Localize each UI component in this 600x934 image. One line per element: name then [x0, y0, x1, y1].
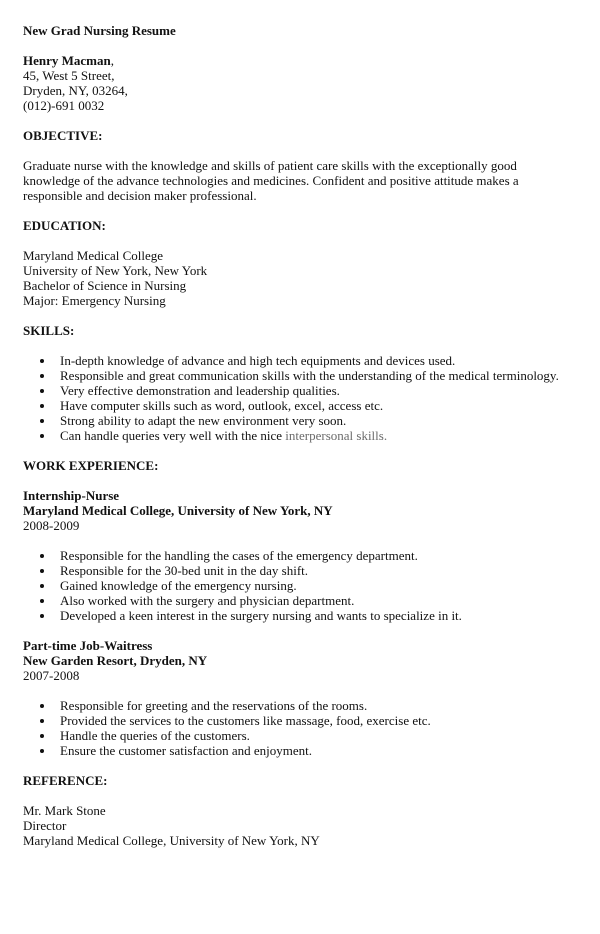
job-duty — [23, 728, 600, 743]
job-duty-text: Provided the services to the customers like massage, food, exercise etc. — [60, 713, 431, 728]
skill-text: Strong ability to adapt the new environment very soon. — [60, 413, 347, 428]
contact-address-line1: 45, West 5 Street, — [23, 68, 115, 83]
education-major: Major: Emergency Nursing — [23, 293, 166, 308]
skills-list — [23, 353, 600, 443]
job-duties-list — [23, 698, 600, 758]
skill-item — [23, 368, 600, 383]
skill-item — [23, 398, 600, 413]
objective-line: Graduate nurse with the knowledge and skills of patient care skills with the exceptionally good — [23, 158, 517, 173]
job-header — [23, 488, 600, 533]
job-duty — [23, 608, 600, 623]
job-duty — [23, 593, 600, 608]
job-title: Part-time Job-Waitress — [23, 638, 153, 653]
contact-name-suffix: , — [110, 53, 114, 68]
job-duty-text: Ensure the customer satisfaction and enjoyment. — [60, 743, 312, 758]
reference-name: Mr. Mark Stone — [23, 803, 106, 818]
bullet-icon — [40, 584, 44, 588]
job-duty-text: Handle the queries of the customers. — [60, 728, 250, 743]
bullet-icon — [40, 434, 44, 438]
bullet-icon — [40, 749, 44, 753]
job-duty-text: Gained knowledge of the emergency nursing. — [60, 578, 297, 593]
job-employer: Maryland Medical College, University of New York, NY — [23, 503, 333, 518]
skill-item — [23, 383, 600, 398]
job-dates: 2007-2008 — [23, 668, 80, 683]
skill-text: In-depth knowledge of advance and high tech equipments and devices used. — [60, 353, 456, 368]
contact-address-line2: Dryden, NY, 03264, — [23, 83, 128, 98]
bullet-icon — [40, 554, 44, 558]
bullet-icon — [40, 614, 44, 618]
job-duty-text: Also worked with the surgery and physician department. — [60, 593, 355, 608]
contact-name: Henry Macman — [23, 53, 111, 68]
skill-item — [23, 428, 600, 443]
job-duty-text: Developed a keen interest in the surgery nursing and wants to specialize in it. — [60, 608, 462, 623]
job-duty — [23, 548, 600, 563]
reference-organization: Maryland Medical College, University of New York, NY — [23, 833, 320, 848]
job-duty — [23, 743, 600, 758]
objective-heading: OBJECTIVE: — [23, 128, 103, 143]
job-duty — [23, 578, 600, 593]
contact-name-line — [23, 53, 600, 68]
contact-block — [23, 53, 600, 113]
skill-text: Very effective demonstration and leadership qualities. — [60, 383, 340, 398]
job-duty — [23, 698, 600, 713]
job-employer: New Garden Resort, Dryden, NY — [23, 653, 208, 668]
skill-item — [23, 413, 600, 428]
job-duty-text: Responsible for the handling the cases of the emergency department. — [60, 548, 418, 563]
education-school: Maryland Medical College — [23, 248, 164, 263]
bullet-icon — [40, 404, 44, 408]
bullet-icon — [40, 734, 44, 738]
bullet-icon — [40, 419, 44, 423]
skill-text: Have computer skills such as word, outlook, excel, access etc. — [60, 398, 384, 413]
reference-block — [23, 803, 600, 848]
bullet-icon — [40, 374, 44, 378]
bullet-icon — [40, 569, 44, 573]
document-title: New Grad Nursing Resume — [23, 23, 176, 38]
education-heading: EDUCATION: — [23, 218, 106, 233]
bullet-icon — [40, 359, 44, 363]
education-degree: Bachelor of Science in Nursing — [23, 278, 187, 293]
skills-heading: SKILLS: — [23, 323, 75, 338]
job-duty-text: Responsible for greeting and the reservations of the rooms. — [60, 698, 368, 713]
skill-text: Can handle queries very well with the nice — [60, 428, 286, 443]
skill-text: Responsible and great communication skills with the understanding of the medical terminology. — [60, 368, 559, 383]
bullet-icon — [40, 704, 44, 708]
contact-phone: (012)-691 0032 — [23, 98, 105, 113]
interpersonal-skills-link[interactable]: interpersonal skills. — [285, 428, 388, 443]
job-duty — [23, 563, 600, 578]
bullet-icon — [40, 599, 44, 603]
bullet-icon — [40, 389, 44, 393]
objective-text — [23, 158, 583, 203]
job-title: Internship-Nurse — [23, 488, 120, 503]
job-duty — [23, 713, 600, 728]
skill-item — [23, 353, 600, 368]
objective-line: responsible and decision maker professional. — [23, 188, 257, 203]
education-university: University of New York, New York — [23, 263, 208, 278]
job-header — [23, 638, 600, 683]
education-block — [23, 248, 600, 308]
job-duty-text: Responsible for the 30-bed unit in the day shift. — [60, 563, 309, 578]
bullet-icon — [40, 719, 44, 723]
objective-line: knowledge of the advance technologies and medicines. Confident and positive attitude makes a — [23, 173, 519, 188]
job-dates: 2008-2009 — [23, 518, 80, 533]
job-duties-list — [23, 548, 600, 623]
reference-heading: REFERENCE: — [23, 773, 108, 788]
work-experience-heading: WORK EXPERIENCE: — [23, 458, 159, 473]
reference-position: Director — [23, 818, 67, 833]
